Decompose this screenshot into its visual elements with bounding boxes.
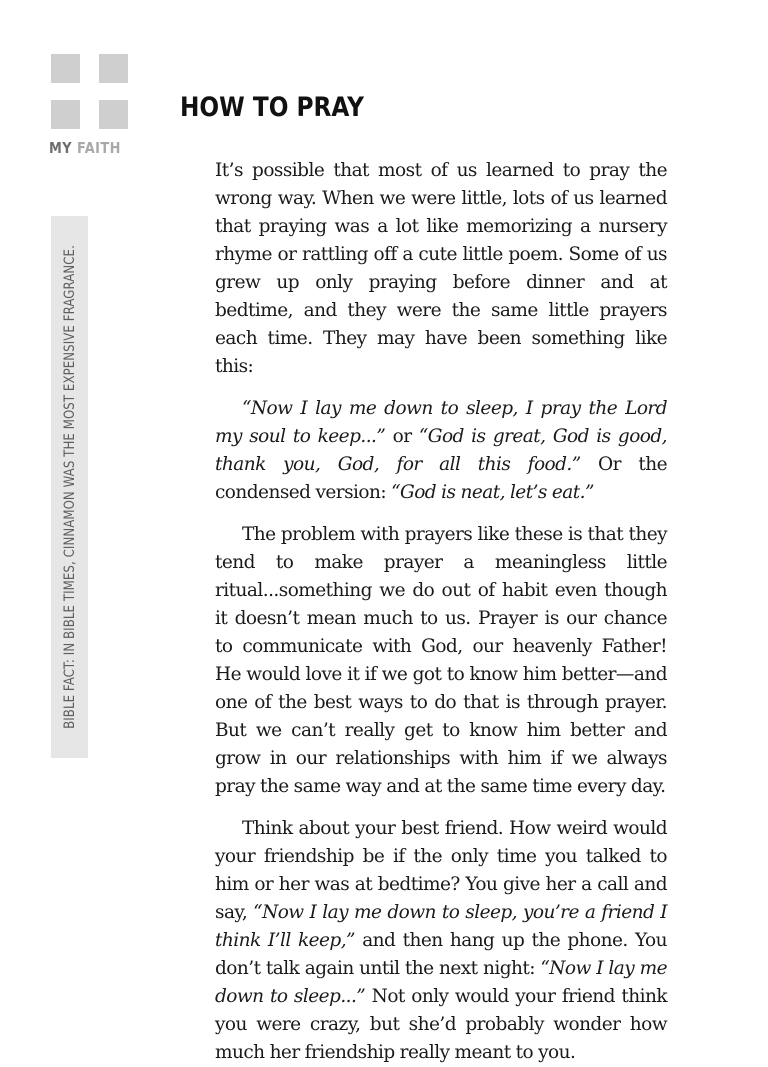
logo-square-top-right: [99, 54, 128, 83]
section-label: [49, 139, 121, 157]
logo-square-top-left: [51, 54, 80, 83]
logo-square-bottom-left: [51, 100, 80, 129]
quote-friend-prayer: “Now I lay me down to sleep, you’re a friend I think I’ll keep,”: [215, 902, 667, 951]
quote-next-night: “Now I lay me down to sleep...”: [215, 958, 667, 1007]
bible-fact-sidebar: [51, 216, 88, 758]
paragraph-3: The problem with prayers like these is that they tend to make prayer a meaningless little ritual...something we do out of habit even though it doesn’t mean much to us. Prayer is our chance to communicate with God, our heavenly Father! He would love it if we got to know him better—and one of the best ways to do that is through prayer. But we can’t really get to know him better and grow in our relationships with him if we always pray the same way and at the same time every day.: [215, 524, 667, 797]
quote-bedtime-prayer: “Now I lay me down to sleep, I pray the Lord my soul to keep...”: [215, 398, 667, 447]
section-label-my: MY: [49, 139, 73, 157]
article-body: [215, 157, 667, 1067]
logo-square-bottom-right: [99, 100, 128, 129]
bible-fact-text: BIBLE FACT: IN BIBLE TIMES, CINNAMON WAS THE MOST EXPENSIVE FRAGRANCE.: [61, 245, 78, 729]
paragraph-1: It’s possible that most of us learned to pray the wrong way. When we were little, lots of us learned that praying was a lot like memorizing a nursery rhyme or rattling off a cute little poem. Some of us grew up only praying before dinner and at bedtime, and they were the same little prayers each time. They may have been something like this:: [215, 160, 667, 377]
paragraph-4-text-2: and then hang up the phone. You don’t talk again until the next night:: [215, 930, 667, 979]
quote-condensed-prayer: “God is neat, let’s eat.”: [391, 482, 594, 503]
quote-dinner-prayer: “God is great, God is good, thank you, God, for all this food.”: [215, 426, 667, 475]
my-faith-logo-icon: [51, 54, 128, 129]
paragraph-2: [215, 395, 667, 507]
paragraph-2-text-2: Or the condensed version:: [215, 454, 667, 503]
paragraph-4-text-3: Not only would your friend think you were crazy, but she’d probably wonder how much her friendship really meant to you.: [215, 986, 667, 1063]
section-label-faith: FAITH: [76, 139, 121, 157]
paragraph-4: [215, 815, 667, 1067]
paragraph-2-text-1: or: [385, 426, 419, 447]
page-title: HOW TO PRAY: [180, 92, 364, 123]
paragraph-4-text-1: Think about your best friend. How weird would your friendship be if the only time you talked to him or her was at bedtime? You give her a call and say,: [215, 818, 667, 923]
